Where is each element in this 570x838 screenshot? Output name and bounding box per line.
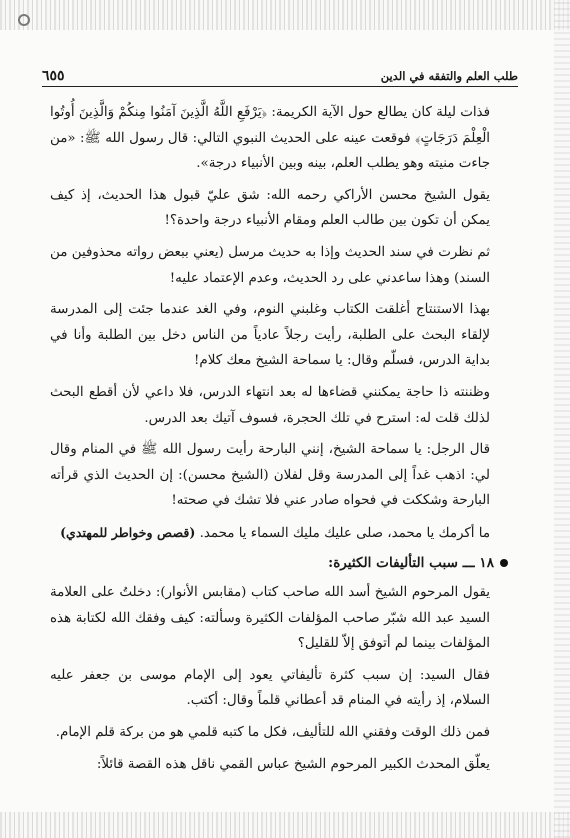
source-citation: (قصص وخواطر للمهتدي) [60, 524, 196, 540]
section-heading [50, 551, 508, 577]
section-paragraph: يقول المرحوم الشيخ أسد الله صاحب كتاب (مقابس الأنوار): دخلتُ على العلامة السيد عبد الله شبّر صاحب المؤلفات الكثيرة وسألته: كيف وفقك الله لكتابة هذه المؤلفات بينما لم أتوفق إلاّ للقليل؟ [50, 585, 490, 652]
paragraph-school: بهذا الاستنتاج أغلقت الكتاب وغلبني النوم، وفي الغد عندما جئت إلى المدرسة لإلقاء البحث على الطلبة، رأيت رجلاً عادياً من الناس دخل بين الطلبة وأنا في بداية الدرس، فسلّم وقال: يا سماحة الشيخ معك كلام! [50, 302, 490, 369]
running-title: طلب العلم والتفقه في الدين [380, 69, 518, 83]
section-title: ١٨ ـــ سبب التأليفات الكثيرة: [328, 554, 494, 571]
page-header [42, 62, 518, 87]
closing-text: ما أكرمك يا محمد، صلى عليك مليك السماء يا محمد. [199, 525, 490, 541]
paragraph-arakie: يقول الشيخ محسن الأراكي رحمه الله: شق عليّ قبول هذا الحديث، إذ كيف يمكن أن تكون بين طالب العلم ومقام الأنبياء درجة واحدة؟! [50, 187, 490, 229]
paragraph-isnad: ثم نظرت في سند الحديث وإذا به حديث مرسل (يعني ببعض رواته محذوفين من السند) وهذا ساعدني على رد الحديث، وعدم الإعتماد عليه! [50, 244, 490, 286]
scan-edge-top [0, 0, 570, 30]
closing-line [50, 520, 508, 547]
section-paragraph: فقال السيد: إن سبب كثرة تأليفاتي يعود إلى الإمام موسى بن جعفر عليه السلام، إذ رأيته في المنام قد أعطاني قلماً وقال: أكتب. [50, 667, 490, 709]
punch-hole-mark [18, 14, 30, 26]
page-body [50, 100, 508, 783]
paragraph-dream: قال الرجل: يا سماحة الشيخ، إنني البارحة رأيت رسول الله ﷺ في المنام وقال لي: اذهب غداً إلى المدرسة وقل لفلان (الشيخ محسن): إن الحديث الذي قرأته البارحة وشككت في فحواه صادر عني فلا تشك في صحته! [50, 442, 490, 509]
scan-edge-right [554, 0, 570, 838]
scan-edge-bottom [0, 812, 570, 838]
section-paragraph: يعلّق المحدث الكبير المرحوم الشيخ عباس القمي ناقل هذه القصة قائلاً: [96, 756, 490, 772]
bullet-icon [500, 559, 508, 567]
paragraph-rest: وظننته ذا حاجة يمكنني قضاءها له بعد انتهاء الدرس، فلا داعي لأن أقطع البحث لذلك قلت له: استرح في تلك الحجرة، فسوف آتيك بعد الدرس. [50, 384, 490, 426]
page-number: ٦٥٥ [42, 68, 65, 84]
section-paragraph: فمن ذلك الوقت وفقني الله للتأليف، فكل ما كتبه قلمي هو من بركة قلم الإمام. [55, 725, 490, 741]
paragraph-verse: فذات ليلة كان يطالع حول الآية الكريمة: ﴿يَرْفَعِ اللَّهُ الَّذِينَ آمَنُوا مِنكُمْ وَالَّذِينَ أُوتُوا الْعِلْمَ دَرَجَاتٍ﴾ فوقعت عينه على الحديث النبوي التالي: قال رسول الله ﷺ: «من جاءت منيته وهو يطلب العلم، بينه وبين الأنبياء درجة». [50, 105, 490, 172]
